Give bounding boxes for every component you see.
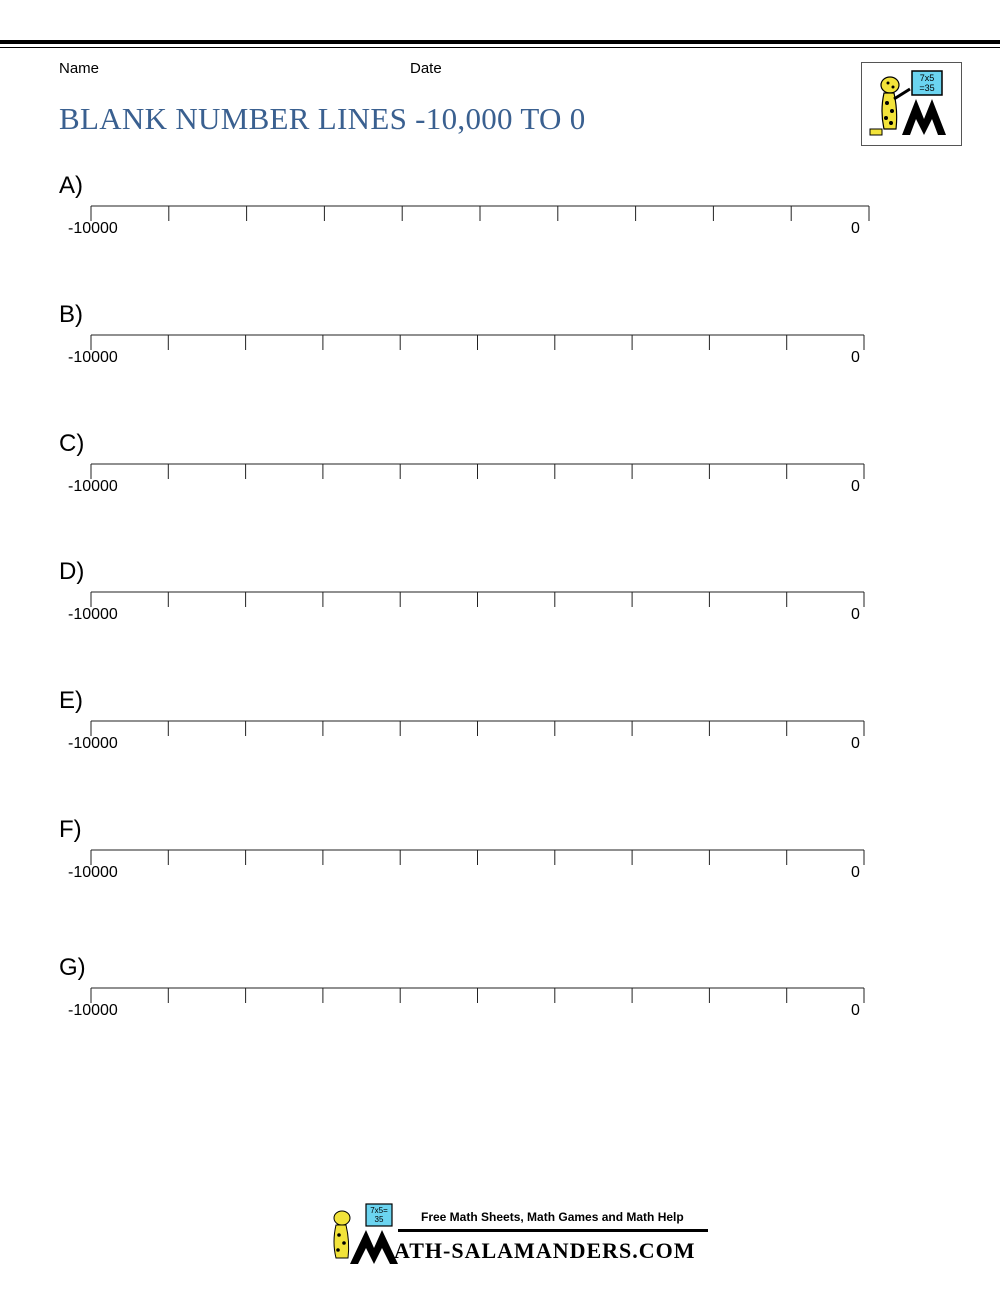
number-line-start-label: -10000 (68, 864, 118, 881)
footer-tagline: Free Math Sheets, Math Games and Math Help (421, 1210, 684, 1224)
page-title: BLANK NUMBER LINES -10,000 TO 0 (59, 101, 586, 136)
footer-logo (326, 1200, 711, 1270)
problem-letter: D) (59, 558, 85, 585)
problem-letter: G) (59, 954, 86, 981)
header-rule-thick (0, 40, 1000, 44)
number-line-end-label: 0 (851, 349, 860, 366)
number-line-start-label: -10000 (68, 478, 118, 495)
number-line-start-label: -10000 (68, 606, 118, 623)
number-line-end-label: 0 (851, 478, 860, 495)
number-line-start-label: -10000 (68, 735, 118, 752)
number-line-end-label: 0 (851, 1002, 860, 1019)
number-line-end-label: 0 (851, 864, 860, 881)
number-line-problem (0, 954, 1000, 1064)
logo-board-line2: =35 (919, 83, 935, 93)
number-line-end-label: 0 (851, 220, 860, 237)
footer-brand: ATH-SALAMANDERS.COM (394, 1238, 696, 1263)
problem-letter: A) (59, 172, 83, 199)
problem-letter: E) (59, 687, 83, 714)
problem-letter: B) (59, 301, 83, 328)
number-line-problem (0, 172, 1000, 282)
logo-board-line1: 7x5 (919, 73, 935, 83)
number-line-start-label: -10000 (68, 220, 118, 237)
date-label: Date (410, 60, 442, 77)
number-line-problem (0, 301, 1000, 411)
problem-letter: C) (59, 430, 85, 457)
number-line-end-label: 0 (851, 606, 860, 623)
problem-letter: F) (59, 816, 82, 843)
footer-board-line1: 7x5= (370, 1206, 388, 1215)
number-line-problem (0, 558, 1000, 668)
number-line (85, 584, 868, 606)
salamander-teacher-icon (862, 63, 961, 145)
number-line-problem (0, 816, 1000, 926)
footer-board-line2: 35 (374, 1215, 384, 1224)
number-line-problem (0, 430, 1000, 540)
number-line (85, 842, 868, 864)
name-label: Name (59, 60, 100, 77)
number-line-end-label: 0 (851, 735, 860, 752)
number-line (85, 456, 868, 478)
number-line (85, 713, 868, 735)
salamander-logo (861, 62, 962, 146)
number-line-start-label: -10000 (68, 349, 118, 366)
number-line-start-label: -10000 (68, 1002, 118, 1019)
header-rule-thin (0, 47, 1000, 48)
number-line (85, 198, 873, 220)
number-line-problem (0, 687, 1000, 797)
number-line (85, 980, 868, 1002)
number-line (85, 327, 868, 349)
footer-rule (398, 1229, 708, 1232)
